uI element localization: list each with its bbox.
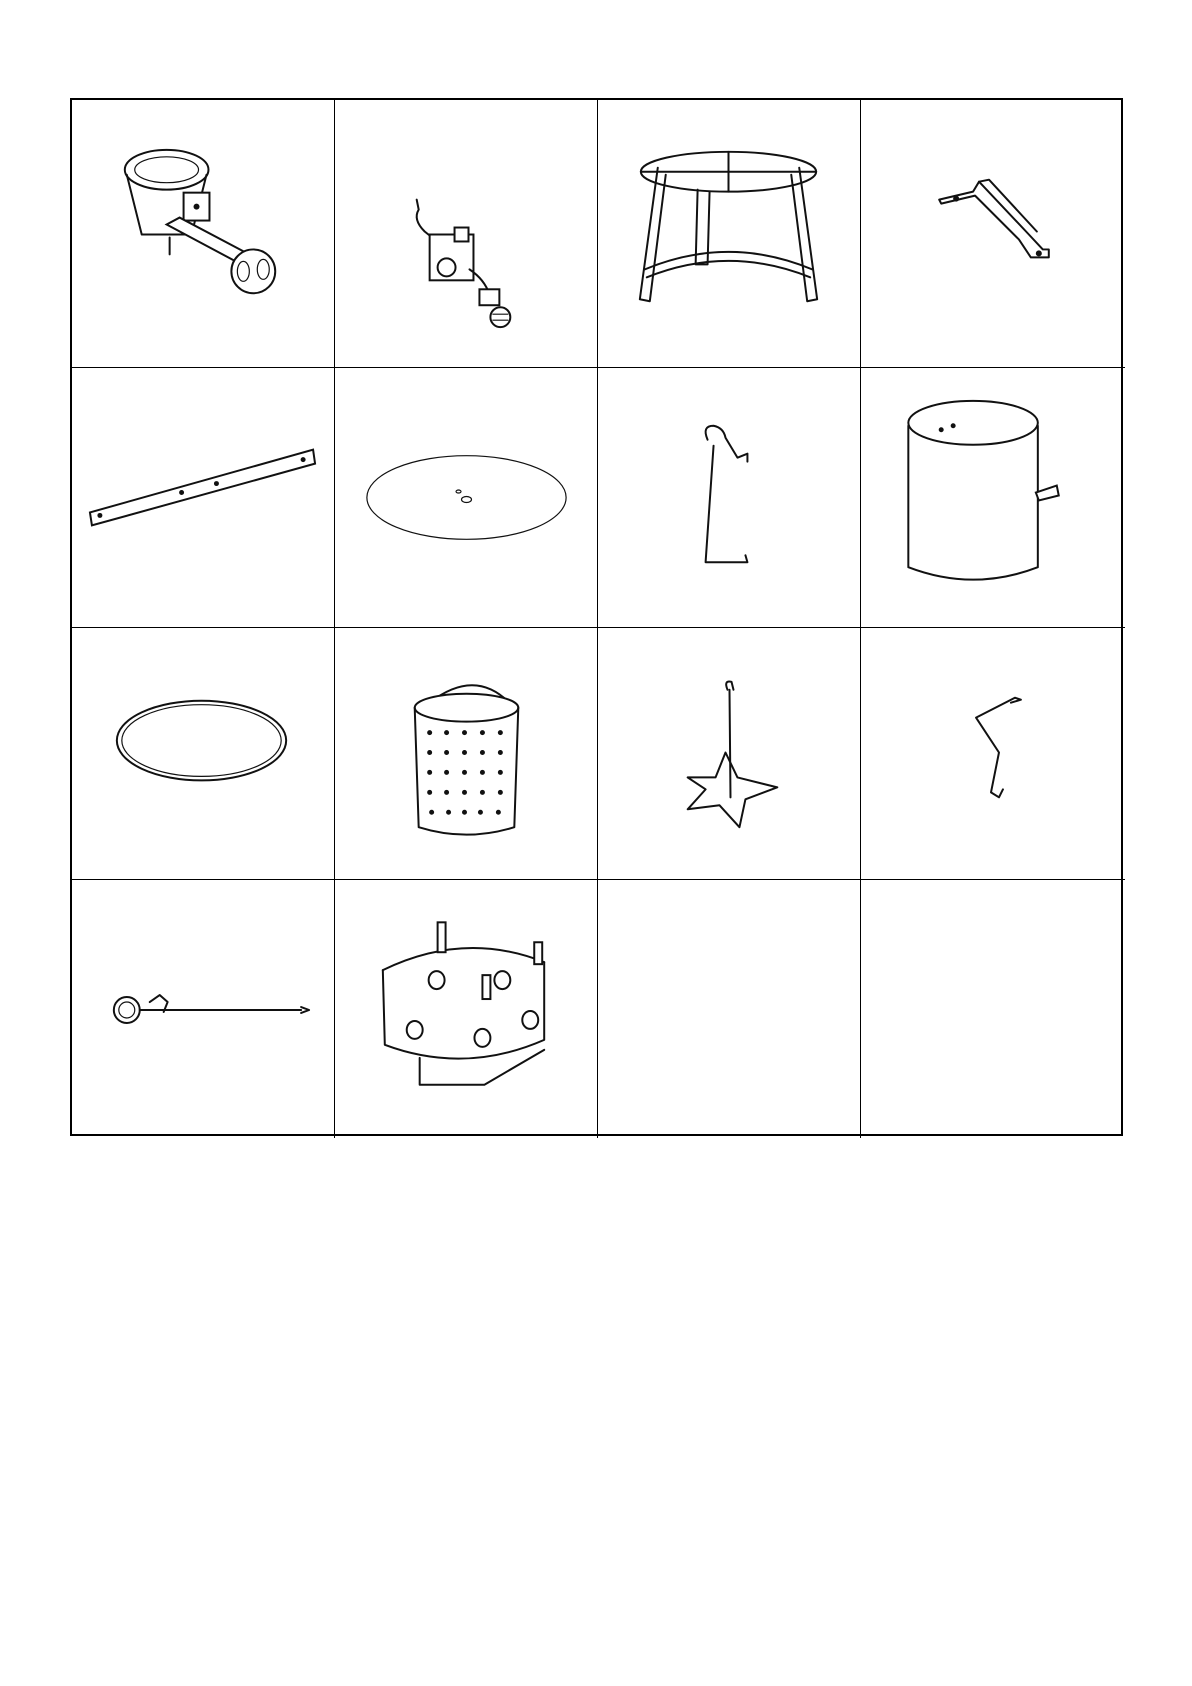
support-bar-icon: [72, 368, 334, 627]
part-cell-15: [598, 880, 861, 1138]
stock-pot-icon: [861, 368, 1125, 627]
heat-plate-icon: [335, 368, 597, 627]
part-cell-16: [861, 880, 1125, 1138]
part-cell-12: [861, 628, 1125, 880]
thermometer-icon: [72, 880, 334, 1138]
bracket-icon: [861, 100, 1125, 367]
part-cell-3: [598, 100, 861, 368]
pot-lid-icon: [72, 628, 334, 879]
part-cell-6: [335, 368, 598, 628]
part-cell-4: [861, 100, 1125, 368]
wind-guard-icon: [335, 880, 597, 1138]
parts-grid: [70, 98, 1123, 1136]
perforated-basket-icon: [335, 628, 597, 879]
burner-icon: [72, 100, 334, 367]
part-cell-9: [72, 628, 335, 880]
burner-stand-icon: [598, 100, 860, 367]
part-cell-10: [335, 628, 598, 880]
regulator-valve-icon: [335, 100, 597, 367]
part-cell-2: [335, 100, 598, 368]
wire-hook-icon: [861, 628, 1125, 879]
part-cell-1: [72, 100, 335, 368]
part-cell-8: [861, 368, 1125, 628]
poultry-rack-icon: [598, 628, 860, 879]
part-cell-11: [598, 628, 861, 880]
lifting-hook-icon: [598, 368, 860, 627]
part-cell-14: [335, 880, 598, 1138]
part-cell-5: [72, 368, 335, 628]
part-cell-13: [72, 880, 335, 1138]
part-cell-7: [598, 368, 861, 628]
